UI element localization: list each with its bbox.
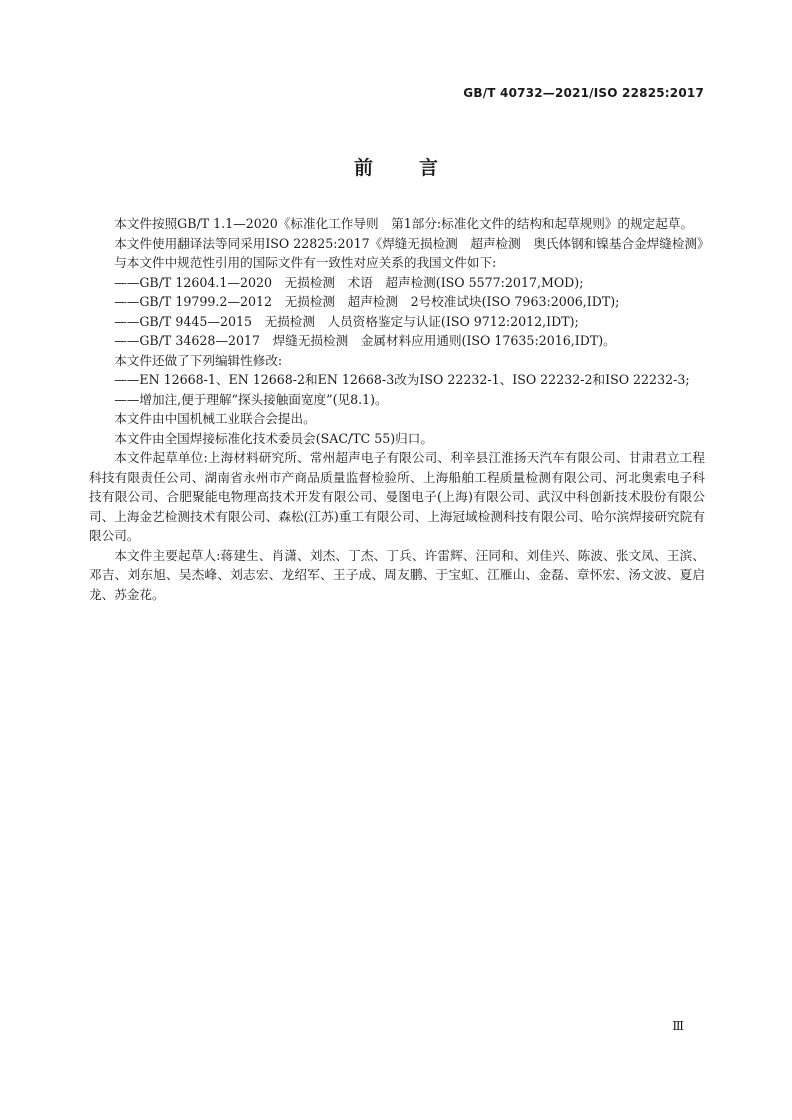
page-title: 前言 [353, 157, 484, 179]
list-item-ref-terminology: ——GB/T 12604.1—2020 无损检测 术语 超声检测(ISO 5577:2017,MOD); [114, 274, 584, 290]
paragraph-proposed-by: 本文件由中国机械工业联合会提出。 [114, 411, 316, 426]
list-item-editorial-change-2: ——增加注,便于理解“探头接触面宽度”(见8.1)。 [114, 391, 388, 407]
list-item-ref-personnel-qualification: ——GB/T 9445—2015 无损检测 人员资格鉴定与认证(ISO 9712:2012,IDT); [114, 313, 579, 329]
paragraph-main-drafters: 本文件主要起草人:蒋建生、肖潇、刘杰、丁杰、丁兵、许雷辉、汪同和、刘佳兴、陈波、张文凤、王滨、邓吉、刘东旭、吴杰峰、刘志宏、龙绍军、王子成、周友鹏、于宝虹、江雁山、金磊、章怀宏、汤文波、夏启龙、苏金花。 [89, 547, 705, 602]
page-number: Ⅲ [672, 1019, 684, 1033]
paragraph-normative-refs-intro: 与本文件中规范性引用的国际文件有一致性对应关系的我国文件如下: [114, 255, 497, 270]
paragraph-drafting-units: 本文件起草单位:上海材料研究所、常州超声电子有限公司、利辛县江淮扬天汽车有限公司、甘肃君立工程科技有限责任公司、湖南省永州市产商品质量监督检验所、上海船舶工程质量检测有限公司、河北奥索电子科技有限公司、合肥聚能电物理高技术开发有限公司、曼图电子(上海)有限公司、武汉中科创新技术股份有限公司、上海金艺检测技术有限公司、森松(江苏)重工有限公司、上海冠域检测科技有限公司、哈尔滨焊接研究院有限公司。 [89, 450, 705, 543]
paragraph-administered-by: 本文件由全国焊接标准化技术委员会(SAC/TC 55)归口。 [114, 430, 433, 446]
paragraph-translation-method: 本文件使用翻译法等同采用ISO 22825:2017《焊缝无损检测 超声检测 奥氏体钢和镍基合金焊缝检测》 [114, 235, 710, 251]
paragraph-drafting-rules: 本文件按照GB/T 1.1—2020《标准化工作导则 第1部分:标准化文件的结构和起草规则》的规定起草。 [114, 216, 694, 231]
foreword-body [89, 214, 710, 604]
list-item-ref-calibration-block: ——GB/T 19799.2—2012 无损检测 超声检测 2号校准试块(ISO 7963:2006,IDT); [114, 294, 620, 309]
list-item-editorial-change-1: ——EN 12668-1、EN 12668-2和EN 12668-3改为ISO 22232-1、ISO 22232-2和ISO 22232-3; [114, 372, 690, 387]
paragraph-editorial-changes-intro: 本文件还做了下列编辑性修改: [114, 352, 283, 368]
document-standard-number: GB/T 40732—2021/ISO 22825:2017 [463, 86, 704, 100]
list-item-ref-general-rules: ——GB/T 34628—2017 焊缝无损检测 金属材料应用通则(ISO 17635:2016,IDT)。 [114, 333, 616, 348]
